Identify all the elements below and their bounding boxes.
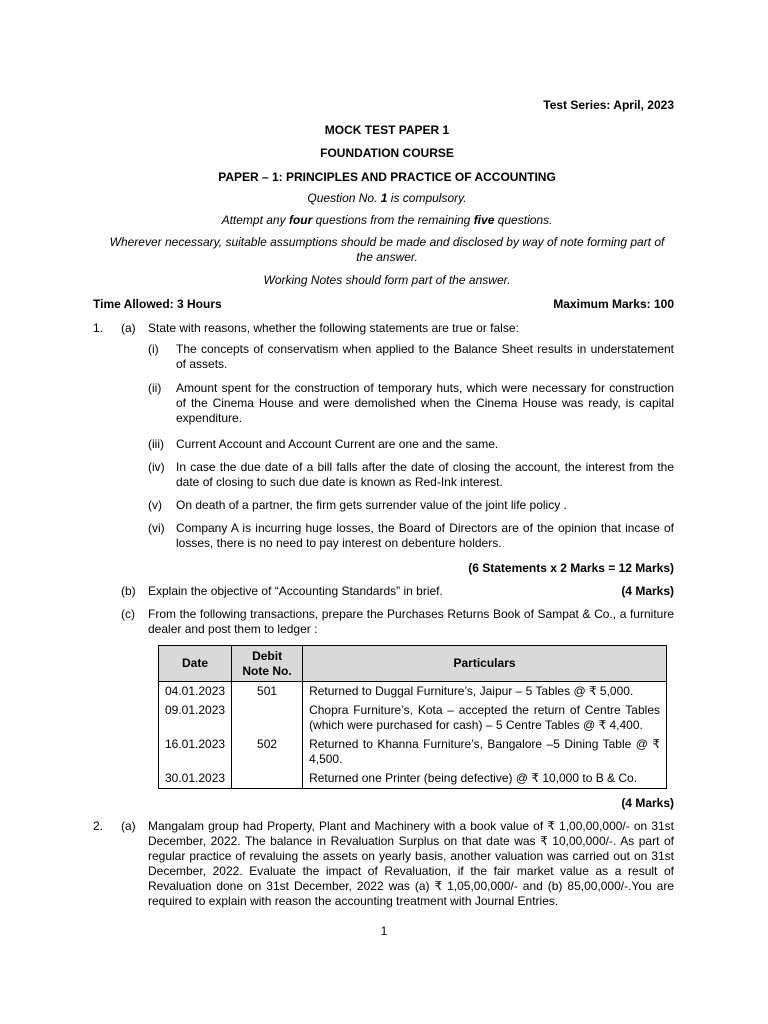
statement-number: (vi) [148, 521, 165, 535]
marks-label: (4 Marks) [621, 796, 674, 810]
maximum-marks: Maximum Marks: 100 [553, 297, 674, 311]
purchase-returns-table [158, 645, 667, 789]
instruction-qnum: 1 [380, 191, 388, 205]
column-header: Particulars [303, 646, 667, 682]
paper-title: PAPER – 1: PRINCIPLES AND PRACTICE OF ACCOUNTING [218, 170, 556, 184]
question-stem: State with reasons, whether the following statements are true or false: [148, 321, 519, 335]
question-number: 1. [93, 321, 104, 335]
statement-text: Company A is incurring huge losses, the Board of Directors are of the opinion that incase of losses, there is no need to pay interest on debenture holders. [176, 521, 674, 550]
instruction-text: Attempt any [221, 213, 289, 227]
instruction-emphasis: five [473, 213, 495, 227]
table-cell-particulars: Returned one Printer (being defective) @ ₹ 10,000 to B & Co. [303, 769, 667, 789]
statement-text: The concepts of conservatism when applied to the Balance Sheet results in understatement of assets. [176, 342, 674, 371]
instruction-assumptions: Wherever necessary, suitable assumptions should be made and disclosed by way of note forming part of the answer. [109, 235, 665, 264]
part-label: (a) [121, 321, 136, 335]
table-row [159, 735, 667, 769]
table-cell-note [232, 769, 303, 789]
statement-number: (ii) [148, 381, 162, 395]
table-row [159, 682, 667, 702]
table-cell-date: 16.01.2023 [159, 735, 232, 769]
instruction-text: questions from the remaining [312, 213, 474, 227]
statement-text: Current Account and Account Current are one and the same. [176, 437, 499, 451]
test-series-label: Test Series: April, 2023 [543, 98, 674, 112]
instruction-text: is compulsory. [387, 191, 467, 205]
table-cell-particulars: Returned to Khanna Furniture’s, Bangalore –5 Dining Table @ ₹ 4,500. [303, 735, 667, 769]
question-text: Mangalam group had Property, Plant and Machinery with a book value of ₹ 1,00,00,000/- on 31st December, 2022. The balance in Revaluation Surplus on that date was ₹ 10,00,000/-. As part of regular practice of revaluing the assets on yearly basis, another valuation was carried out on 31st December, 2022. Evaluate the impact of Revaluation, if the fair market value as a result of Revaluation done on 31st December, 2022 was (a) ₹ 1,05,00,000/- and (b) 85,00,000/-.You are required to explain with reason the accounting treatment with Journal Entries. [148, 819, 674, 908]
column-header: Date [159, 646, 232, 682]
marks-label: (6 Statements x 2 Marks = 12 Marks) [468, 561, 674, 575]
course-title: FOUNDATION COURSE [320, 146, 454, 160]
instruction-text: questions. [494, 213, 553, 227]
table-cell-note: 502 [232, 735, 303, 769]
question-text: From the following transactions, prepare the Purchases Returns Book of Sampat & Co., a furniture dealer and post them to ledger : [148, 607, 674, 636]
table-cell-particulars: Chopra Furniture’s, Kota – accepted the return of Centre Tables (which were purchased for cash) – 5 Centre Tables @ ₹ 4,400. [303, 701, 667, 735]
instruction-working-notes: Working Notes should form part of the answer. [263, 273, 511, 287]
table-cell-note: 501 [232, 682, 303, 702]
table-header-row [159, 646, 667, 682]
table-cell-date: 30.01.2023 [159, 769, 232, 789]
mock-test-title: MOCK TEST PAPER 1 [324, 123, 450, 137]
table-row [159, 701, 667, 735]
part-label: (c) [121, 607, 135, 621]
statement-number: (v) [148, 498, 162, 512]
time-allowed: Time Allowed: 3 Hours [93, 297, 222, 311]
instruction-emphasis: four [288, 213, 313, 227]
instruction-compulsory [100, 191, 674, 206]
question-number: 2. [93, 819, 104, 833]
instruction-text: Question No. [307, 191, 381, 205]
statement-number: (iii) [148, 437, 164, 451]
table-row [159, 769, 667, 789]
statement-text: On death of a partner, the firm gets surrender value of the joint life policy . [176, 498, 567, 512]
question-text: Explain the objective of “Accounting Standards” in brief. [148, 584, 443, 598]
page-number: 1 [380, 924, 388, 938]
table-cell-date: 04.01.2023 [159, 682, 232, 702]
marks-label: (4 Marks) [621, 584, 674, 598]
table-cell-date: 09.01.2023 [159, 701, 232, 735]
statement-number: (iv) [148, 460, 165, 474]
instruction-attempt [100, 213, 674, 228]
statement-text: Amount spent for the construction of temporary huts, which were necessary for construction of the Cinema House and were demolished when the Cinema House was ready, is capital expenditure. [176, 381, 674, 425]
column-header: Debit Note No. [232, 646, 303, 682]
part-label: (a) [121, 819, 136, 833]
statement-number: (i) [148, 342, 159, 356]
statement-text: In case the due date of a bill falls after the date of closing the account, the interest from the date of closing to such due date is known as Red-Ink interest. [176, 460, 674, 489]
table-cell-note [232, 701, 303, 735]
part-label: (b) [121, 584, 136, 598]
table-cell-particulars: Returned to Duggal Furniture’s, Jaipur – 5 Tables @ ₹ 5,000. [303, 682, 667, 702]
